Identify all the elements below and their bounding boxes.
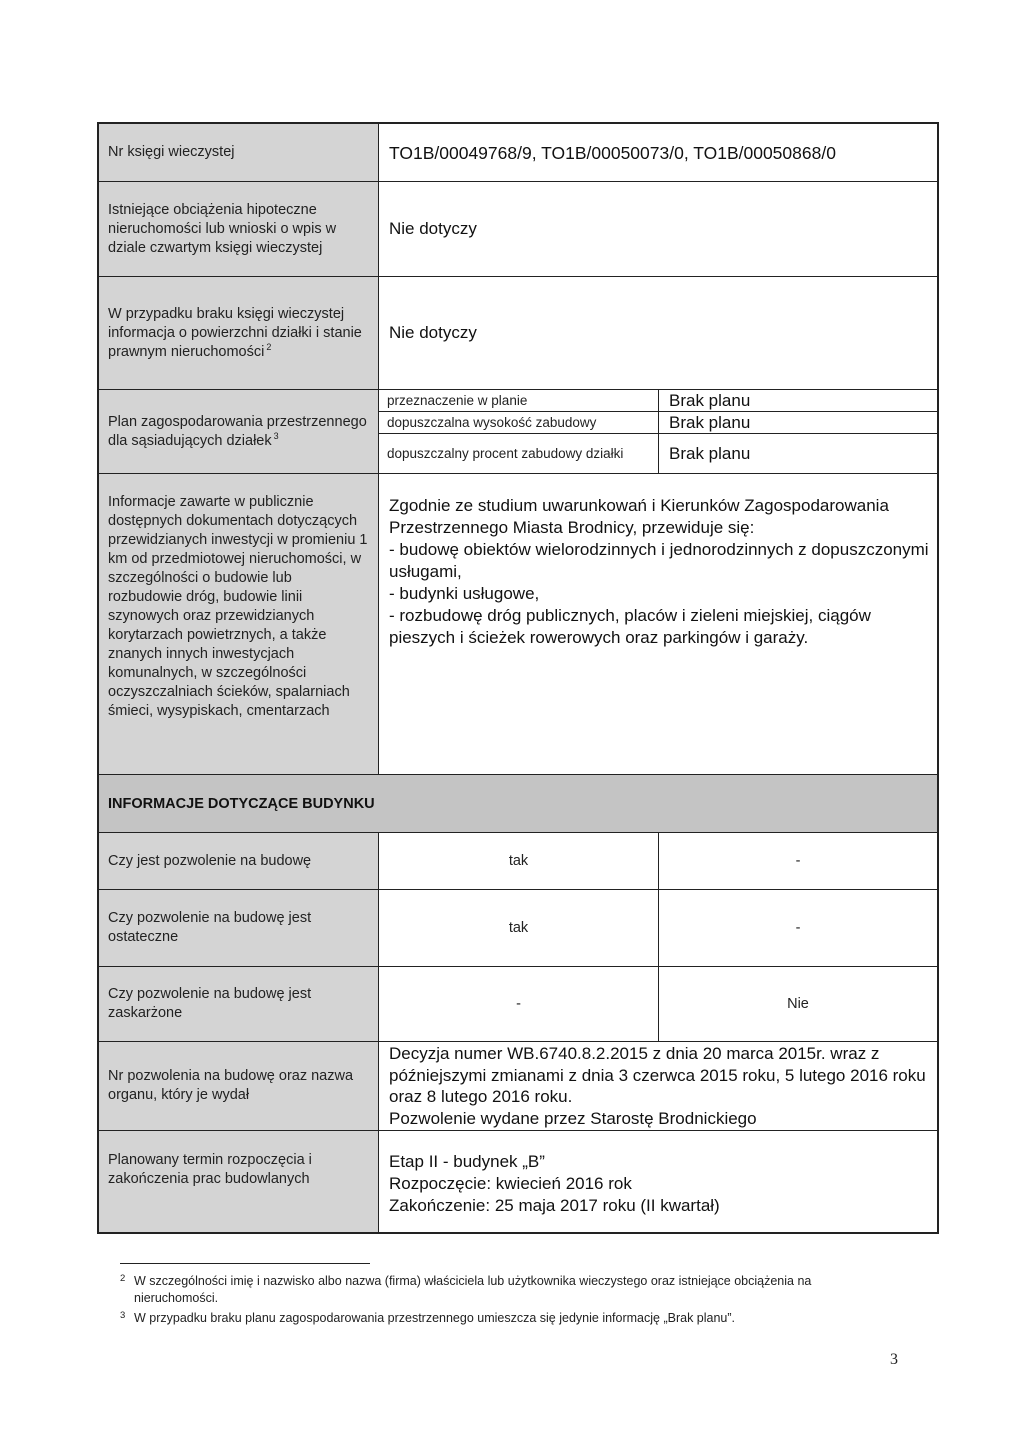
- row-mortgage: [99, 182, 937, 277]
- plan-value-percentage: Brak planu: [669, 444, 751, 463]
- section-title: INFORMACJE DOTYCZĄCE BUDYNKU: [99, 775, 937, 832]
- label-building-permit: Czy jest pozwolenie na budowę: [99, 833, 379, 889]
- plan-key-percentage: dopuszczalny procent zabudowy działki: [379, 434, 659, 474]
- value-mortgage: Nie dotyczy: [389, 219, 477, 238]
- footnote-3-text: W przypadku braku planu zagospodarowania przestrzennego umieszcza się jedynie informację „Brak planu”.: [134, 1311, 736, 1325]
- section-building-info: [99, 775, 937, 833]
- value-permit-number: Decyzja numer WB.6740.8.2.2015 z dnia 20 marca 2015r. wraz z późniejszymi zmianami z dnia 3 czerwca 2015 roku, 5 lutego 2016 roku oraz 8 lutego 2016 roku. Pozwolenie wydane przez Starostę Brodnickiego: [389, 1044, 926, 1128]
- footnote-ref-3: 3: [273, 430, 279, 441]
- footnote-3: [120, 1310, 880, 1327]
- plan-subrow-percentage: [379, 434, 937, 474]
- row-permit-final: [99, 890, 937, 967]
- page-number: 3: [890, 1351, 898, 1368]
- label-planned-investments: Informacje zawarte w publicznie dostępnych dokumentach dotyczących przewidzianych inwestycji w promieniu 1 km od przedmiotowej nieruchomości, w szczególności o budowie lub rozbudowie dróg, budowie linii szynowych oraz przewidzianych korytarzach powietrznych, a także znanych innych inwestycjach komunalnych, w szczególności oczyszczalniach ścieków, spalarniach śmieci, wysypiskach, cmentarzach: [99, 474, 379, 774]
- plan-value-height: Brak planu: [669, 412, 751, 432]
- label-construction-schedule: Planowany termin rozpoczęcia i zakończenia prac budowlanych: [99, 1131, 379, 1232]
- row-permit-number: [99, 1042, 937, 1131]
- footnote-2: [120, 1273, 880, 1307]
- row-no-land-register: [99, 277, 937, 390]
- row-land-register-number: [99, 124, 937, 182]
- value-land-register-number: TO1B/00049768/9, TO1B/00050073/0, TO1B/00050868/0: [389, 142, 836, 163]
- permit-final-col1: tak: [379, 890, 659, 966]
- footnote-ref-2: 2: [266, 341, 272, 352]
- row-permit-appealed: [99, 967, 937, 1042]
- label-land-register-number: Nr księgi wieczystej: [99, 124, 379, 181]
- plan-key-height: dopuszczalna wysokość zabudowy: [379, 412, 659, 433]
- value-planned-investments: Zgodnie ze studium uwarunkowań i Kierunków Zagospodarowania Przestrzennego Miasta Brodnicy, przewiduje się: - budowę obiektów wielorodzinnych i jednorodzinnych z dopuszczonymi usługami, - budynki usługowe, - rozbudowę dróg publicznych, placów i zieleni miejskiej, ciągów pieszych i ścieżek rowerowych oraz parkingów i garaży.: [389, 496, 929, 647]
- property-info-table: [97, 122, 939, 1234]
- building-permit-col2: -: [795, 853, 801, 869]
- label-no-land-register: [99, 277, 379, 389]
- permit-appealed-col1: -: [379, 967, 659, 1041]
- label-mortgage: Istniejące obciążenia hipoteczne nieruchomości lub wnioski o wpis w dziale czwartym księgi wieczystej: [99, 182, 379, 276]
- plan-subrow-designation: [379, 390, 937, 412]
- footnote-2-text: W szczególności imię i nazwisko albo nazwa (firma) właściciela lub użytkownika wieczystego oraz istniejące obciążenia na nieruchomości.: [134, 1274, 812, 1305]
- footnote-separator: [120, 1263, 370, 1264]
- value-construction-schedule: Etap II - budynek „B” Rozpoczęcie: kwiecień 2016 rok Zakończenie: 25 maja 2017 roku (II kwartał): [389, 1152, 720, 1215]
- row-building-permit: [99, 833, 937, 890]
- label-permit-appealed: Czy pozwolenie na budowę jest zaskarżone: [99, 967, 379, 1041]
- permit-final-col2: -: [795, 920, 801, 936]
- label-permit-number: Nr pozwolenia na budowę oraz nazwa organu, który je wydał: [99, 1042, 379, 1130]
- value-no-land-register: Nie dotyczy: [389, 323, 477, 342]
- building-permit-col1: tak: [379, 833, 659, 889]
- label-no-land-register-text: W przypadku braku księgi wieczystej informacja o powierzchni działki i stanie prawnym nieruchomości: [108, 305, 362, 360]
- label-permit-final: Czy pozwolenie na budowę jest ostateczne: [99, 890, 379, 966]
- footnote-2-number: 2: [120, 1273, 126, 1284]
- row-construction-schedule: [99, 1131, 937, 1232]
- plan-value-designation: Brak planu: [669, 390, 751, 410]
- plan-subrow-height: [379, 412, 937, 434]
- row-planned-investments: [99, 474, 937, 775]
- plan-key-designation: przeznaczenie w planie: [379, 390, 659, 411]
- permit-appealed-col2: Nie: [787, 996, 809, 1012]
- label-zoning-plan: [99, 390, 379, 473]
- footnote-3-number: 3: [120, 1310, 126, 1321]
- label-zoning-plan-text: Plan zagospodarowania przestrzennego dla sąsiadujących działek: [108, 413, 367, 449]
- row-zoning-plan: [99, 390, 937, 474]
